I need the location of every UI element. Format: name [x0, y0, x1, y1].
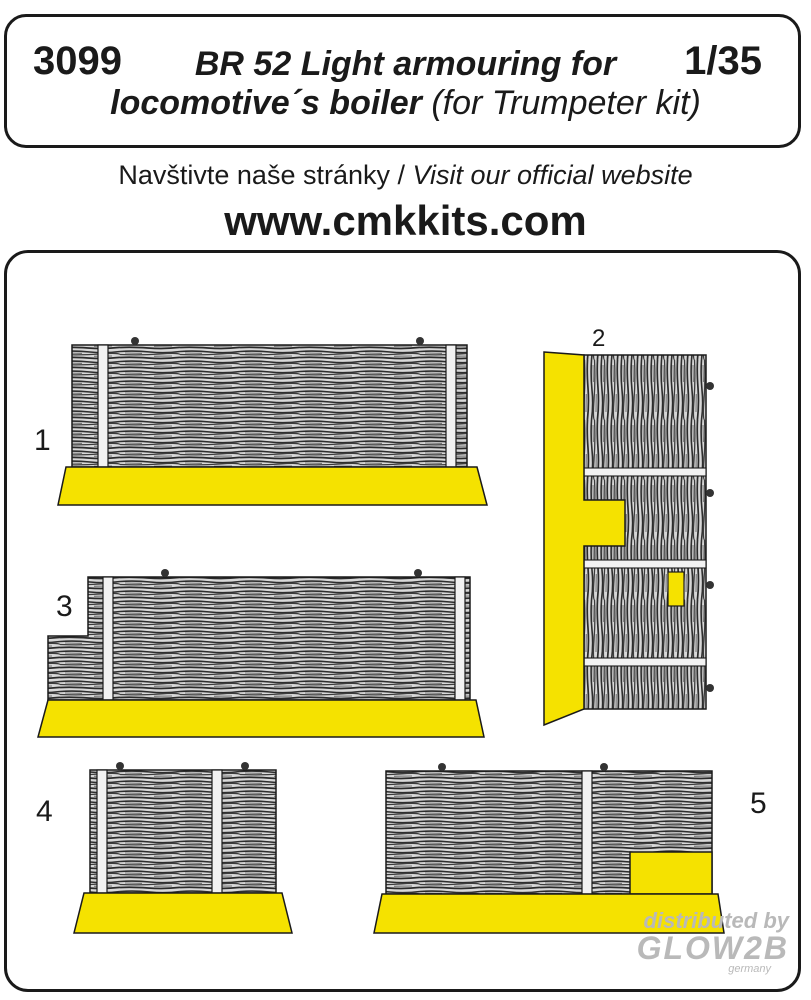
part-4-bolt-left — [116, 762, 124, 770]
part-number-2: 2 — [592, 325, 606, 352]
part-3-drawing — [38, 569, 484, 737]
part-5-strap — [582, 771, 592, 894]
watermark-line-1: distributed by — [643, 908, 789, 933]
part-1-bolt-right — [416, 337, 424, 345]
part-2-bolt-3 — [706, 581, 714, 589]
part-2-strap-2 — [584, 560, 706, 568]
product-code: 3099 — [33, 39, 122, 83]
part-2-bolt-4 — [706, 684, 714, 692]
part-1-yellow-base — [58, 467, 487, 505]
part-4-strap-right — [212, 770, 222, 893]
title-line-2-bold: locomotive´s boiler — [110, 84, 422, 122]
part-1-bolt-left — [131, 337, 139, 345]
part-2-drawing — [544, 352, 714, 725]
part-1-drawing — [58, 337, 487, 505]
part-number-1: 1 — [34, 424, 51, 457]
part-2-strap-1 — [584, 468, 706, 476]
part-4-drawing — [74, 762, 292, 933]
part-1-strap-right — [446, 345, 456, 467]
part-3-strap-right — [455, 577, 465, 700]
part-4-wood-panel — [90, 770, 276, 893]
part-3-strap-left — [103, 577, 113, 700]
part-4-strap-left — [97, 770, 107, 893]
part-5-yellow-step — [630, 852, 712, 894]
watermark-line-3: germany — [728, 963, 771, 975]
title-line-2-rest: (for Trumpeter kit) — [421, 84, 701, 122]
part-4-bolt-right — [241, 762, 249, 770]
part-5-bolt-right — [600, 763, 608, 771]
website-url[interactable]: www.cmkkits.com — [224, 197, 587, 244]
part-3-yellow-base — [38, 700, 484, 737]
part-5-bolt-left — [438, 763, 446, 771]
part-2-yellow-insert — [668, 572, 684, 606]
visit-cz: Navštivte naše stránky / — [118, 160, 413, 190]
part-2-bolt-2 — [706, 489, 714, 497]
title-line-1: BR 52 Light armouring for — [194, 45, 617, 83]
part-4-yellow-base — [74, 893, 292, 933]
part-2-strap-3 — [584, 658, 706, 666]
part-3-bolt-left — [161, 569, 169, 577]
part-3-bolt-right — [414, 569, 422, 577]
part-1-wood-panel — [72, 345, 467, 467]
part-number-3: 3 — [56, 590, 73, 623]
distributor-watermark — [637, 908, 789, 975]
scale-label: 1/35 — [684, 39, 762, 83]
visit-en: Visit our official website — [412, 160, 693, 190]
part-2-bolt-1 — [706, 382, 714, 390]
part-1-strap-left — [98, 345, 108, 467]
part-number-5: 5 — [750, 787, 767, 820]
watermark-logo: GLOW2B — [636, 930, 789, 966]
part-number-4: 4 — [36, 795, 53, 828]
